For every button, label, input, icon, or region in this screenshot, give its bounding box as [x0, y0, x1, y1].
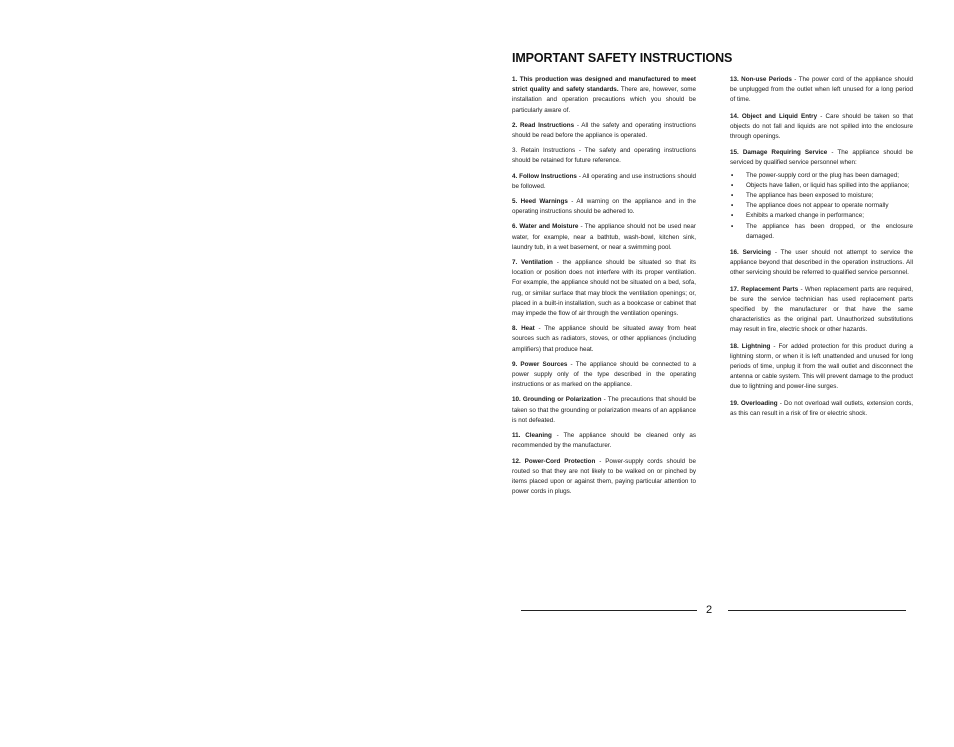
item-text: - The precautions that should be taken so that the grounding or polarization means of an appliance is not defeated. [512, 396, 696, 424]
left-column [512, 75, 696, 502]
instruction-item [730, 399, 913, 419]
item-heading: 18. Lightning [730, 342, 771, 350]
item-heading: 15. Damage Requiring Service [730, 149, 828, 157]
instruction-item [512, 197, 696, 217]
page-number: 2 [706, 604, 713, 616]
item-heading: 16. Servicing [730, 249, 771, 257]
item-text: 3. Retain Instructions - The safety and operating instructions should be retained for future reference. [512, 147, 696, 165]
instruction-item [730, 285, 913, 336]
instruction-item [730, 248, 913, 279]
item-heading: 5. Heed Warnings [512, 198, 568, 206]
bullet-icon: • [731, 181, 734, 189]
item-text: - Care should be taken so that objects do not fall and liquids are not spilled into the enclosure through openings. [730, 112, 913, 141]
instruction-item [730, 342, 913, 393]
service-conditions-list [730, 171, 913, 242]
item-heading: 8. Heat [512, 325, 535, 333]
instruction-item [512, 457, 696, 498]
item-text: - The appliance should not be used near water, for example, near a bathtub, wash-bowl, kitchen sink, laundry tub, in a wet basement, or near a swimming pool. [512, 223, 696, 251]
instruction-item [512, 324, 696, 355]
item-text: - The appliance should be situated away from heat sources such as radiators, stoves, or other appliances (including amplifiers) that produce heat. [512, 325, 696, 353]
instruction-item [512, 172, 696, 192]
item-heading: 19. Overloading [730, 399, 778, 407]
item-heading: 13. Non-use Periods [730, 76, 792, 83]
instruction-item [512, 75, 696, 116]
item-text: There are, however, some installation and operation precautions which you should be particularly aware of. [512, 86, 696, 114]
list-item-text: The power-supply cord or the plug has been damaged; [746, 171, 899, 179]
item-text: - Power-supply cords should be routed so that they are not likely to be walked on or pinched by items placed upon or against them, paying particular attention to power cords in plugs. [512, 457, 697, 496]
instruction-item [512, 222, 696, 253]
instruction-item [512, 121, 696, 141]
bullet-icon: • [731, 202, 734, 210]
bullet-icon: • [731, 212, 734, 220]
list-item-text: Objects have fallen, or liquid has spilled into the appliance; [746, 181, 910, 189]
list-item [730, 201, 913, 211]
item-heading: 1. This production was designed and manufactured to meet strict quality and safety standards. [512, 76, 696, 94]
right-column [730, 75, 913, 425]
instruction-item [512, 258, 696, 319]
bullet-icon: • [731, 192, 734, 200]
item-heading: 10. Grounding or Polarization [512, 396, 602, 404]
list-item [730, 181, 913, 191]
item-heading: 11. Cleaning [512, 432, 552, 440]
footer-rule-left [521, 610, 697, 611]
instruction-item [512, 360, 696, 391]
footer-rule-right [728, 610, 906, 611]
list-item-text: The appliance has been dropped, or the enclosure damaged. [746, 222, 913, 240]
list-item [730, 171, 913, 181]
instruction-item [730, 75, 913, 106]
list-item-text: Exhibits a marked change in performance; [746, 212, 864, 220]
list-item [730, 211, 913, 221]
page-title: IMPORTANT SAFETY INSTRUCTIONS [512, 51, 733, 65]
instruction-item [730, 148, 913, 168]
instruction-item [512, 431, 696, 451]
item-text: - Do not overload wall outlets, extension cords, as this can result in a risk of fire or electric shock. [730, 399, 913, 417]
list-item-text: The appliance has been exposed to moisture; [746, 192, 874, 200]
item-heading: 12. Power-Cord Protection [512, 457, 596, 465]
item-heading: 2. Read Instructions [512, 121, 575, 129]
item-text: - For added protection for this product during a lightning storm, or when it is left unattended and unused for long periods of time, unplug it from the wall outlet and disconnect the antenna or cable system. This will prevent damage to the product due to lightning and power-line surges. [730, 342, 913, 391]
item-text: - The appliance should be serviced by qualified service personnel when: [730, 149, 914, 167]
item-text: - All the safety and operating instructions should be read before the appliance is operated. [512, 121, 696, 140]
item-heading: 6. Water and Moisture [512, 223, 579, 231]
item-heading: 7. Ventilation [512, 259, 553, 267]
item-heading: 9. Power Sources [512, 360, 568, 368]
item-text: - the appliance should be situated so that its location or position does not interfere with its proper ventilation. For example, the appliance should not be situated on a bed, sofa, rug, or similar surface that may block the ventilation openings; or, placed in a built-in installation, such as a bookcase or cabinet that may impede the flow of air through the ventilation openings. [512, 259, 697, 318]
instruction-item [512, 395, 696, 426]
instruction-item [730, 112, 913, 143]
item-heading: 4. Follow Instructions [512, 172, 577, 180]
item-text: - The appliance should be connected to a power supply only of the type described in the operating instructions or as marked on the appliance. [512, 360, 696, 389]
item-text: - The power cord of the appliance should be unplugged from the outlet when left unused for a long period of time. [730, 76, 914, 104]
item-text: - The user should not attempt to service the appliance beyond that described in the operation instructions. All other servicing should be referred to qualified service personnel. [730, 249, 913, 277]
list-item [730, 222, 913, 242]
bullet-icon: • [731, 171, 734, 179]
item-heading: 17. Replacement Parts [730, 285, 799, 293]
list-item-text: The appliance does not appear to operate normally [746, 202, 889, 210]
item-text: - The appliance should be cleaned only as recommended by the manufacturer. [512, 432, 697, 450]
item-text: - All operating and use instructions should be followed. [512, 172, 696, 190]
item-text: - When replacement parts are required, be sure the service technician has used replacement parts specified by the manufacturer or that have the same characteristics as the original part. Unauthorized substitutions may result in fire, electric shock or other hazards. [730, 285, 914, 334]
item-text: - All warning on the appliance and in the operating instructions should be adhered to. [512, 198, 696, 216]
instruction-item [512, 146, 696, 166]
bullet-icon: • [731, 222, 734, 230]
item-heading: 14. Object and Liquid Entry [730, 112, 818, 120]
list-item [730, 191, 913, 201]
